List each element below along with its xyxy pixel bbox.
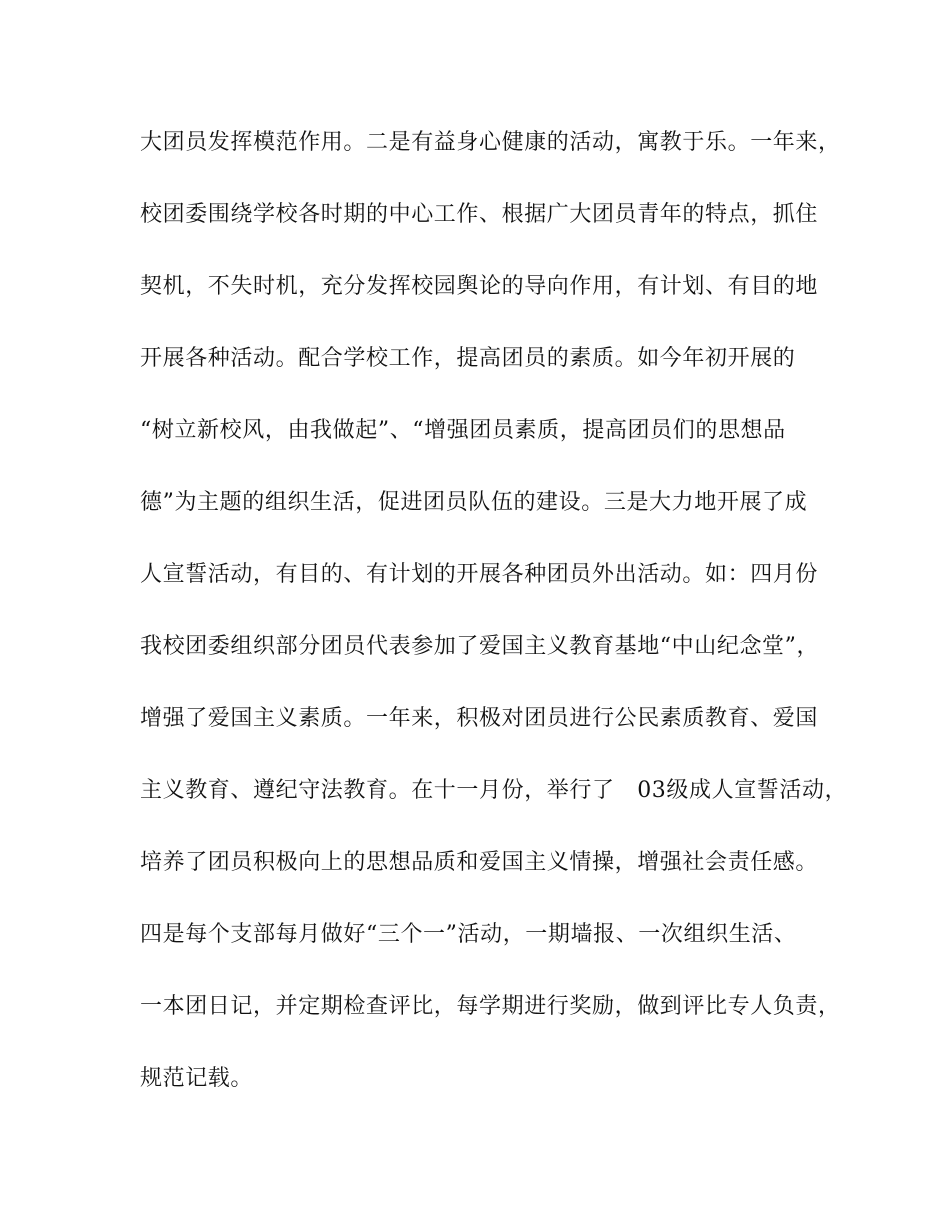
paragraph-line: “树立新校风，由我做起”、“增强团员素质，提高团员们的思想品 (140, 418, 786, 443)
paragraph-line: 大团员发挥模范作用。二是有益身心健康的活动，寓教于乐。一年来， (140, 130, 841, 155)
paragraph-line: 校团委围绕学校各时期的中心工作、根据广大团员青年的特点，抓住 (140, 202, 819, 227)
paragraph-line: 开展各种活动。配合学校工作，提高团员的素质。如今年初开展的 (140, 346, 796, 371)
paragraph-line: 培养了团员积极向上的思想品质和爱国主义情操，增强社会责任感。 (140, 850, 819, 875)
paragraph-line: 我校团委组织部分团员代表参加了爱国主义教育基地“中山纪念堂”， (140, 634, 820, 659)
paragraph-line: 德”为主题的组织生活，促进团员队伍的建设。三是大力地开展了成 (140, 490, 808, 515)
paragraph-line: 增强了爱国主义素质。一年来，积极对团员进行公民素质教育、爱国 (140, 706, 819, 731)
paragraph-line: 规范记载。 (140, 1066, 254, 1091)
paragraph-line: 契机，不失时机，充分发挥校园舆论的导向作用，有计划、有目的地 (140, 274, 819, 299)
paragraph-line: 四是每个支部每月做好“三个一”活动，一期墙报、一次组织生活、 (140, 922, 797, 947)
paragraph-line: 一本团日记，并定期检查评比，每学期进行奖励，做到评比专人负责， (140, 994, 841, 1019)
paragraph-line: 人宣誓活动，有目的、有计划的开展各种团员外出活动。如：四月份 (140, 562, 819, 587)
paragraph-line: 主义教育、遵纪守法教育。在十一月份，举行了 03级成人宣誓活动， (140, 778, 848, 803)
